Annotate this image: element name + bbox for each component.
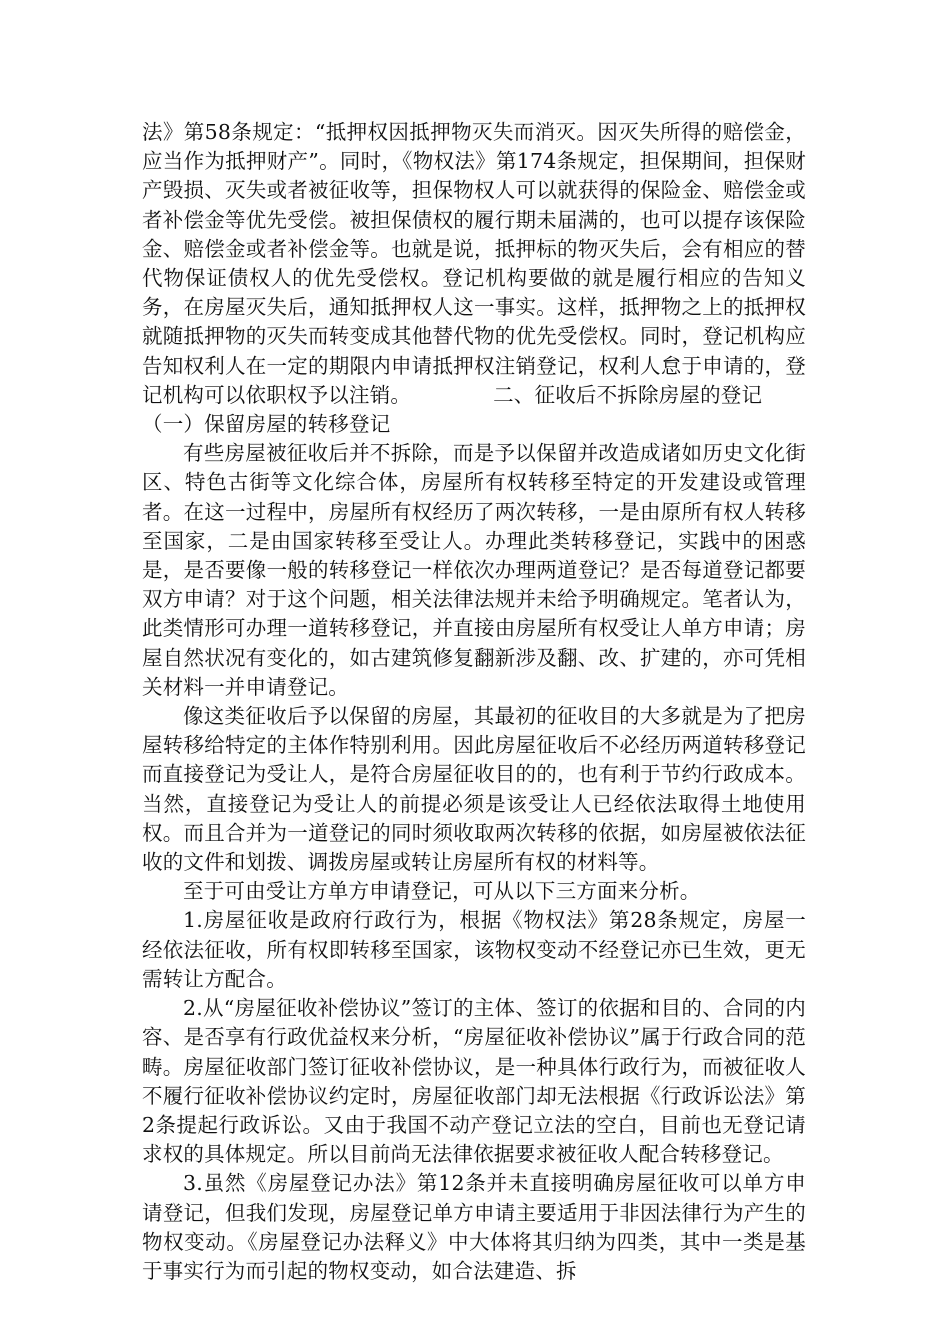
- paragraph-mortgage-extinction: [142, 118, 806, 410]
- document-body: [142, 118, 806, 1286]
- subsection-heading-retained-transfer: （一）保留房屋的转移登记: [142, 412, 391, 437]
- list-item-point-3: 3.虽然《房屋登记办法》第12条并未直接明确房屋征收可以单方申请登记，但我们发现，房屋登记单方申请主要适用于非因法律行为产生的物权变动。《房屋登记办法释义》中大体将其归纳为四类，其中一类是基于事实行为而引起的物权变动，如合法建造、拆: [142, 1171, 806, 1283]
- paragraph-retained-houses: 有些房屋被征收后并不拆除，而是予以保留并改造成诸如历史文化街区、特色古街等文化综合体，房屋所有权转移至特定的开发建设或管理者。在这一过程中，房屋所有权经历了两次转移，一是由原所有权人转移至国家，二是由国家转移至受让人。办理此类转移登记，实践中的困惑是，是否要像一般的转移登记一样依次办理两道登记？是否每道登记都要双方申请？对于这个问题，相关法律法规并未给予明确规定。笔者认为，此类情形可办理一道转移登记，并直接由房屋所有权受让人单方申请；房屋自然状况有变化的，如古建筑修复翻新涉及翻、改、扩建的，亦可凭相关材料一并申请登记。: [142, 441, 806, 699]
- paragraph-expropriation-purpose: 像这类征收后予以保留的房屋，其最初的征收目的大多就是为了把房屋转移给特定的主体作特别利用。因此房屋征收后不必经历两道转移登记而直接登记为受让人，是符合房屋征收目的的，也有利于节约行政成本。当然，直接登记为受让人的前提必须是该受让人已经依法取得土地使用权。而且合并为一道登记的同时须收取两次转移的依据，如房屋被依法征收的文件和划拨、调拨房屋或转让房屋所有权的材料等。: [142, 704, 806, 875]
- section-heading-no-demolition: 二、征收后不拆除房屋的登记: [493, 382, 763, 407]
- paragraph-three-aspects-intro: 至于可由受让方单方申请登记，可从以下三方面来分析。: [183, 879, 701, 904]
- paragraph-mortgage-text: 法》第58条规定：“抵押权因抵押物灭失而消灭。因灭失所得的赔偿金，应当作为抵押财产”。同时，《物权法》第174条规定，担保期间，担保财产毁损、灭失或者被征收等，担保物权人可以就获得的保险金、赔偿金或者补偿金等优先受偿。被担保债权的履行期未届满的，也可以提存该保险金、赔偿金或者补偿金等。也就是说，抵押标的物灭失后，会有相应的替代物保证债权人的优先受偿权。登记机构要做的就是履行相应的告知义务，在房屋灭失后，通知抵押权人这一事实。这样，抵押物之上的抵押权就随抵押物的灭失而转变成其他替代物的优先受偿权。同时，登记机构应告知权利人在一定的期限内申请抵押权注销登记，权利人怠于申请的，登记机构可以依职权予以注销。: [142, 120, 806, 407]
- list-item-point-2: 2.从“房屋征收补偿协议”签订的主体、签订的依据和目的、合同的内容、是否享有行政优益权来分析，“房屋征收补偿协议”属于行政合同的范畴。房屋征收部门签订征收补偿协议，是一种具体行政行为，而被征收人不履行征收补偿协议约定时，房屋征收部门却无法根据《行政诉讼法》第2条提起行政诉讼。又由于我国不动产登记立法的空白，目前也无登记请求权的具体规定。所以目前尚无法律依据要求被征收人配合转移登记。: [142, 996, 806, 1167]
- list-item-point-1: 1.房屋征收是政府行政行为，根据《物权法》第28条规定，房屋一经依法征收，所有权即转移至国家，该物权变动不经登记亦已生效，更无需转让方配合。: [142, 908, 806, 991]
